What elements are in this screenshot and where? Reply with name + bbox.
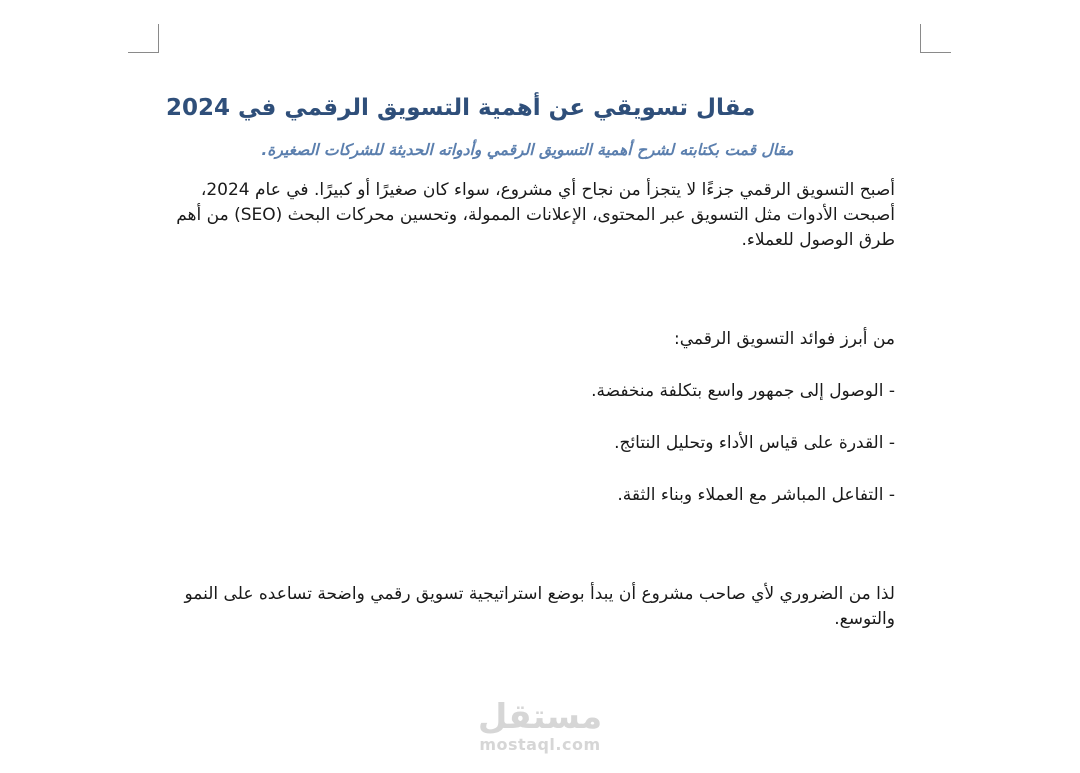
- crop-mark-top-right: [920, 24, 951, 53]
- article-title: مقال تسويقي عن أهمية التسويق الرقمي في 2024: [166, 95, 756, 121]
- article-subtitle: مقال قمت بكتابته لشرح أهمية التسويق الرقمي وأدواته الحديثة للشركات الصغيرة.: [261, 141, 794, 159]
- intro-paragraph: أصبح التسويق الرقمي جزءًا لا يتجزأ من نجاح أي مشروع، سواء كان صغيرًا أو كبيرًا. في عام 2024، أصبحت الأدوات مثل التسويق عبر المحتوى، الإعلانات الممولة، وتحسين محركات البحث (SEO) من أهم طرق الوصول للعملاء.: [176, 180, 895, 250]
- closing-paragraph: لذا من الضروري لأي صاحب مشروع أن يبدأ بوضع استراتيجية تسويق رقمي واضحة تساعده على النمو والتوسع.: [184, 584, 895, 629]
- benefit-item-3: - التفاعل المباشر مع العملاء وبناء الثقة.: [617, 485, 895, 505]
- benefit-item-1: - الوصول إلى جمهور واسع بتكلفة منخفضة.: [591, 381, 895, 401]
- benefits-heading: من أبرز فوائد التسويق الرقمي:: [673, 329, 895, 349]
- benefit-item-2: - القدرة على قياس الأداء وتحليل النتائج.: [614, 433, 895, 453]
- watermark-arabic-logo: مستقل: [477, 697, 603, 737]
- crop-mark-top-left: [128, 24, 159, 53]
- document-page: [160, 88, 895, 632]
- watermark-domain: mostaql.com: [479, 735, 601, 754]
- mostaql-watermark: [470, 698, 610, 754]
